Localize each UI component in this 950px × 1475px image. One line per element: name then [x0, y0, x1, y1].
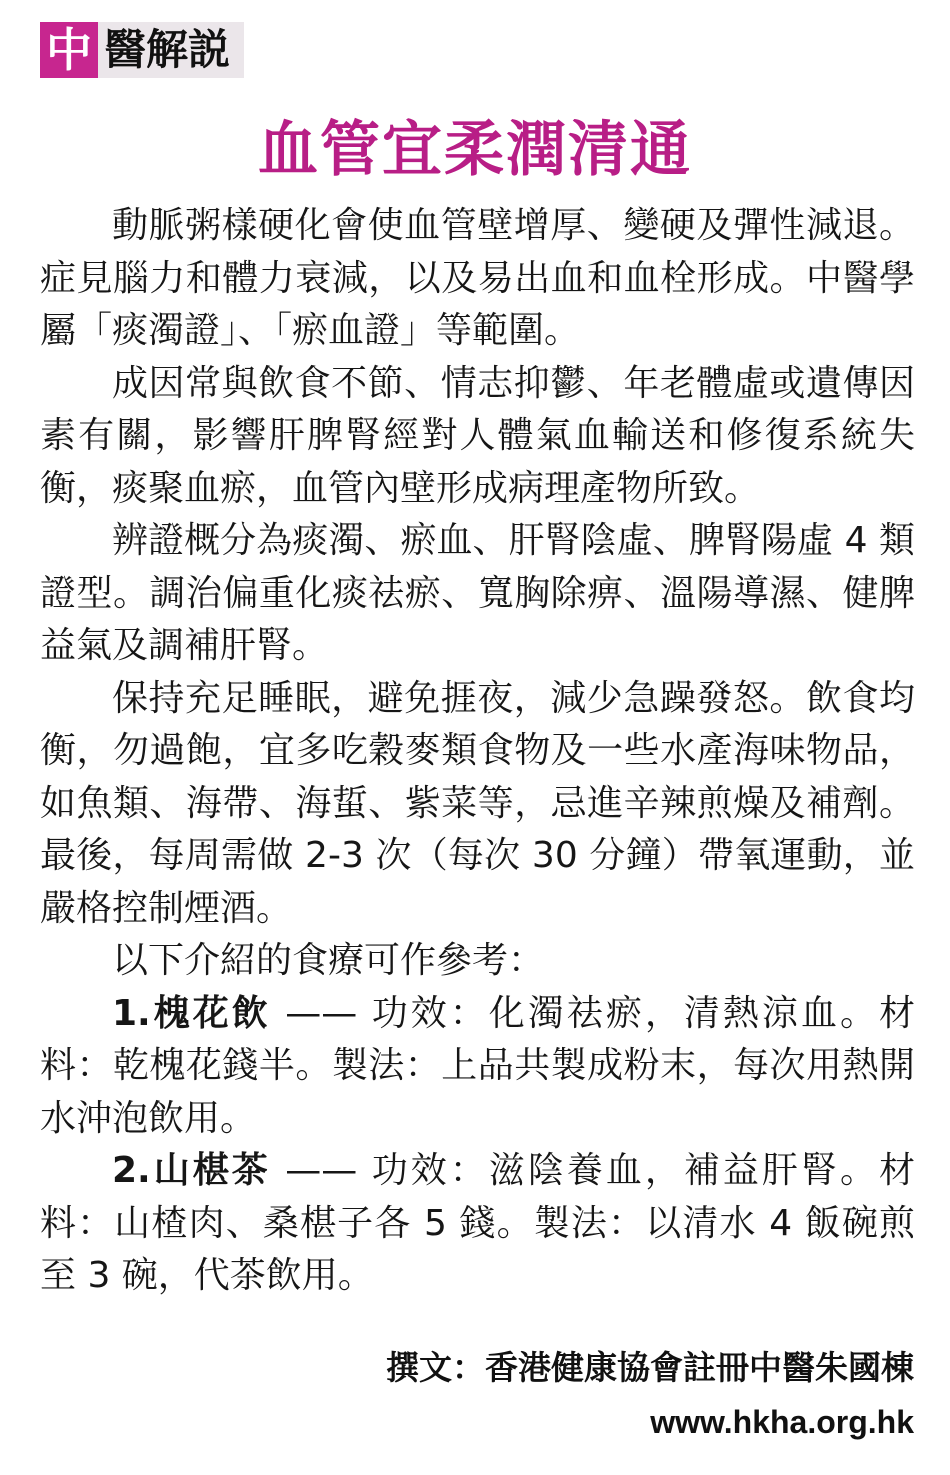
paragraph-4: 保持充足睡眠，避免捱夜，減少急躁發怒。飲食均衡，勿過飽，宜多吃穀麥類食物及一些水產海味物品，如魚類、海帶、海蜇、紫菜等，忌進辛辣煎燥及補劑。最後，每周需做 2-3 次（每次 30 分鐘）帶氧運動，並嚴格控制煙酒。: [40, 677, 915, 929]
article-body: [40, 200, 915, 1303]
paragraph-3: 辨證概分為痰濁、瘀血、肝腎陰虛、脾腎陽虛 4 類證型。調治偏重化痰祛瘀、寬胸除痹、溫陽導濕、健脾益氣及調補肝腎。: [40, 520, 915, 666]
recipe-2: [40, 1145, 915, 1303]
recipe-1: [40, 988, 915, 1146]
recipe-2-name: 2.山椹茶: [112, 1150, 271, 1191]
column-label: 醫解説: [104, 25, 231, 74]
paragraph-1: 動脈粥樣硬化會使血管壁增厚、變硬及彈性減退。症見腦力和體力衰減，以及易出血和血栓形成。中醫學屬「痰濁證」、「瘀血證」等範圍。: [40, 205, 915, 351]
recipe-2-description: —— 功效：滋陰養血，補益肝腎。材料：山楂肉、桑椹子各 5 錢。製法：以清水 4 飯碗煎至 3 碗，代茶飲用。: [40, 1150, 915, 1296]
paragraph-2: 成因常與飲食不節、情志抑鬱、年老體虛或遺傳因素有關，影響肝脾腎經對人體氣血輸送和修復系統失衡，痰聚血瘀，血管內壁形成病理產物所致。: [40, 362, 915, 509]
author-credit: 撰文：香港健康協會註冊中醫朱國棟: [386, 1348, 914, 1387]
article-title: 血管宜柔潤清通: [258, 115, 692, 185]
recipe-1-description: —— 功效：化濁祛瘀，清熱涼血。材料：乾槐花錢半。製法：上品共製成粉末，每次用熱開水沖泡飲用。: [40, 992, 915, 1139]
recipe-1-name: 1.槐花飲: [112, 992, 271, 1034]
website-url: www.hkha.org.hk: [650, 1404, 914, 1440]
column-header: [40, 22, 244, 78]
paragraph-5: 以下介紹的食療可作參考：: [112, 940, 545, 981]
column-badge: 中: [40, 22, 98, 78]
